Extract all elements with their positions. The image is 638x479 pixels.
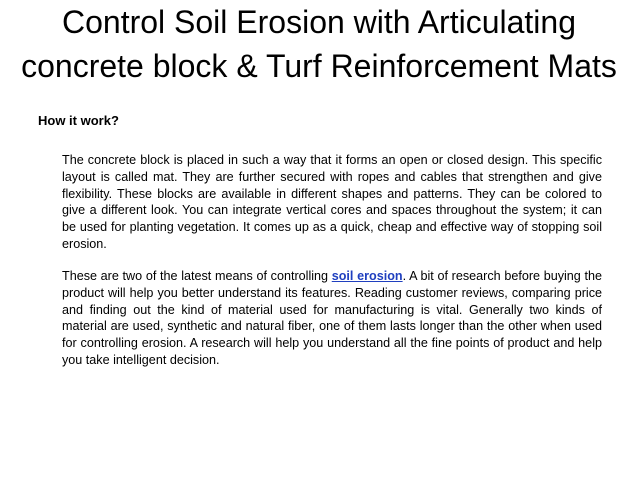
- slide-title: Control Soil Erosion with Articulating concrete block & Turf Reinforcement Mats: [21, 4, 617, 84]
- paragraph-2: [62, 268, 602, 369]
- soil-erosion-link[interactable]: soil erosion: [331, 269, 403, 283]
- paragraph-1: The concrete block is placed in such a way that it forms an open or closed design. This specific layout is called mat. They are further secured with ropes and cables that strengthen and give flexibility. These blocks are available in different shapes and patterns. They can be colored to give a different look. You can integrate vertical cores and spaces throughout the system; it can be used for planting vegetation. It comes up as a quick, cheap and effective way of stopping soil erosion.: [62, 153, 602, 251]
- subheading: How it work?: [38, 113, 119, 128]
- paragraph-2-text-before: These are two of the latest means of controlling: [62, 269, 332, 283]
- paragraph-2-text-after: . A bit of research before buying the product will help you better understand its features. Reading customer reviews, comparing price and finding out the kind of material used for manufacturing is vital. Generally two kinds of material are used, synthetic and natural fiber, one of them lasts longer than the other when used for controlling erosion. A research will help you understand all the fine points of product and help you take intelligent decision.: [62, 269, 602, 367]
